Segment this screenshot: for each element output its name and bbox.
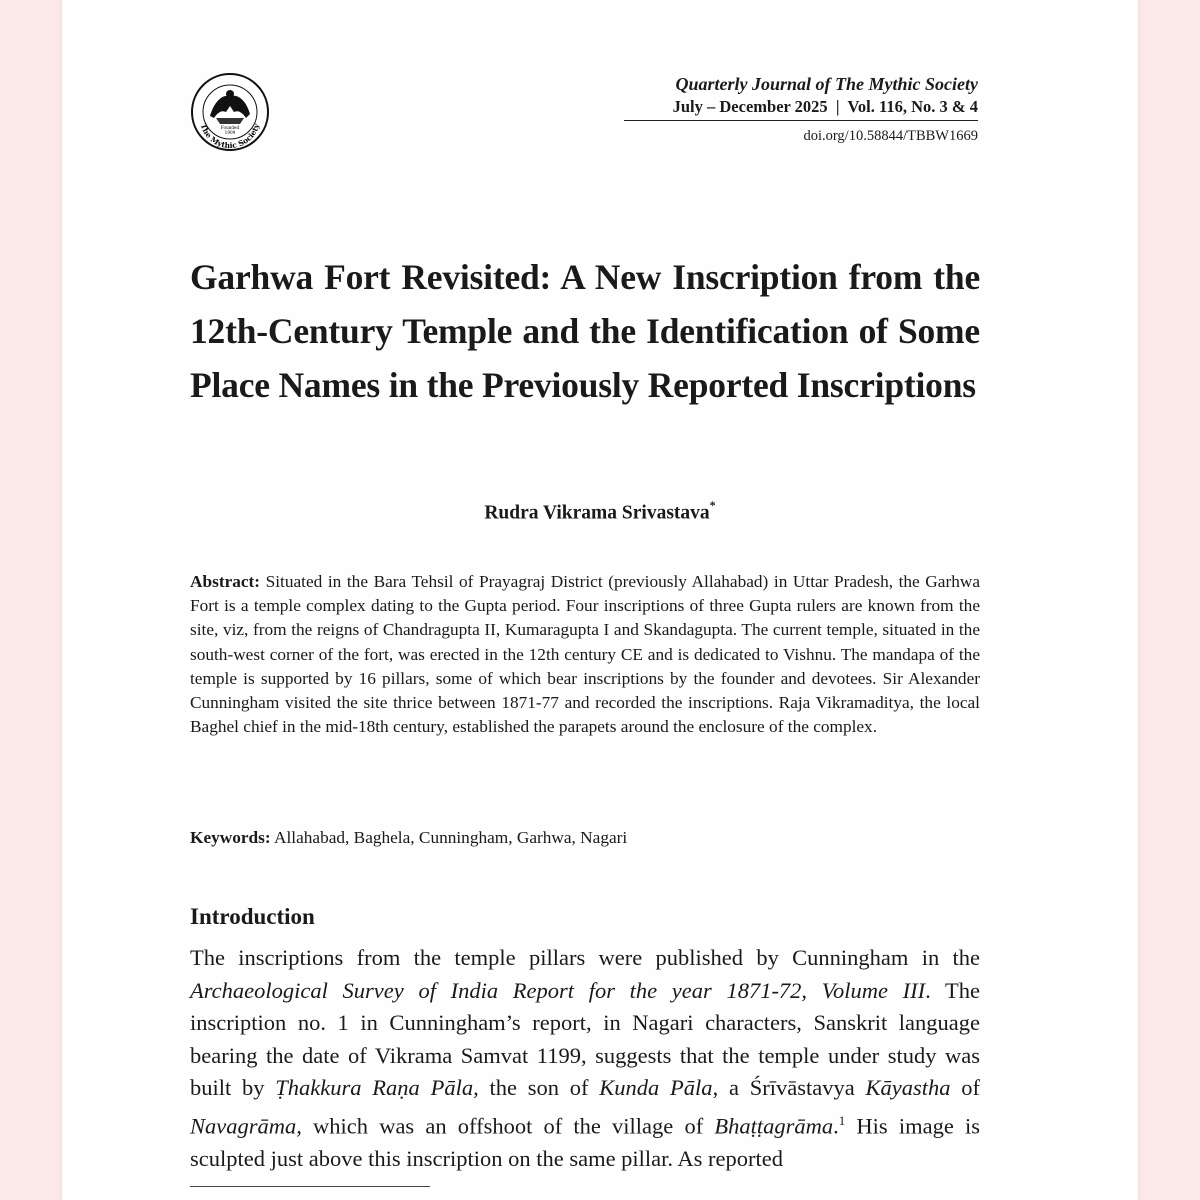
name-ranapala: Ṭhakkura Raṇa Pāla, xyxy=(275,1075,479,1100)
abstract-text: Situated in the Bara Tehsil of Prayagraj District (previously Allahabad) in Uttar Pradesh, the Garhwa Fort is a temple complex dating to the Gupta period. Four inscriptions of three Gupta rulers are known from the site, viz, from the reigns of Chandragupta II, Kumaragupta I and Skandagupta. The current temple, situated in the south-west corner of the fort, was erected in the 12th century CE and is dedicated to Vishnu. The mandapa of the temple is supported by 16 pillars, some of which bear inscriptions by the founder and devotees. Sir Alexander Cunningham visited the site thrice between 1871-77 and recorded the inscriptions. Raja Vikramaditya, the local Baghel chief in the mid-18th century, established the parapets around the enclosure of the complex. xyxy=(190,572,980,737)
intro-text-8: His image is sculpted just above this inscription on the same pillar. As reported xyxy=(190,1113,980,1171)
logo-ring-text: The Mythic Society xyxy=(198,122,262,151)
author-footnote-mark[interactable]: * xyxy=(709,498,716,512)
introduction-paragraph xyxy=(190,942,980,1175)
journal-title: Quarterly Journal of The Mythic Society xyxy=(675,74,978,94)
report-title: Archaeological Survey of India Report for the year 1871-72, Volume III xyxy=(190,977,926,1003)
journal-issue: July – December 2025 | Vol. 116, No. 3 & 4 xyxy=(672,97,978,116)
mythic-society-logo xyxy=(190,72,270,152)
name-kundapala: Kunda Pāla xyxy=(599,1075,713,1100)
intro-text-7: . xyxy=(833,1113,839,1138)
logo-year: 1909 xyxy=(224,130,236,135)
journal-page xyxy=(62,0,1138,1200)
section-heading-introduction: Introduction xyxy=(190,904,315,929)
footnote-rule xyxy=(190,1186,430,1187)
keywords xyxy=(190,826,980,850)
doi-link[interactable]: doi.org/10.58844/TBBW1669 xyxy=(803,128,978,144)
name-kayastha: Kāyastha xyxy=(865,1075,951,1100)
footnote-ref-1[interactable]: 1 xyxy=(838,1112,846,1128)
article-title: Garhwa Fort Revisited: A New Inscription from the 12th-Century Temple and the Identification of Some Place Names in the Previously Reported Inscriptions xyxy=(190,257,980,405)
intro-text-4: , a Śrīvāstavya xyxy=(712,1075,866,1100)
header-rule xyxy=(624,120,978,121)
abstract-label: Abstract: xyxy=(190,572,261,591)
intro-text-6: which was an offshoot of the village of xyxy=(301,1113,715,1138)
abstract xyxy=(190,570,980,739)
keywords-text: Allahabad, Baghela, Cunningham, Garhwa, Nagari xyxy=(270,828,628,847)
name-navagrama: Navagrāma, xyxy=(190,1113,302,1138)
journal-header xyxy=(518,72,978,145)
keywords-label: Keywords: xyxy=(190,828,271,847)
author-line xyxy=(62,500,1138,525)
name-bhattagrama: Bhaṭṭagrāma xyxy=(714,1113,834,1138)
logo-founded: Founded xyxy=(220,125,240,130)
intro-text-5: of xyxy=(950,1075,980,1100)
author-name: Rudra Vikrama Srivastava xyxy=(484,502,710,524)
intro-text-1: The inscriptions from the temple pillars were published by Cunningham in the xyxy=(190,945,980,970)
intro-text-3: the son of xyxy=(478,1075,600,1100)
intro-text-2: . The inscription no. 1 in Cunningham’s report, in Nagari characters, Sanskrit language bearing the date of Vikrama Samvat 1199, suggests that the temple under study was built by xyxy=(190,977,980,1100)
